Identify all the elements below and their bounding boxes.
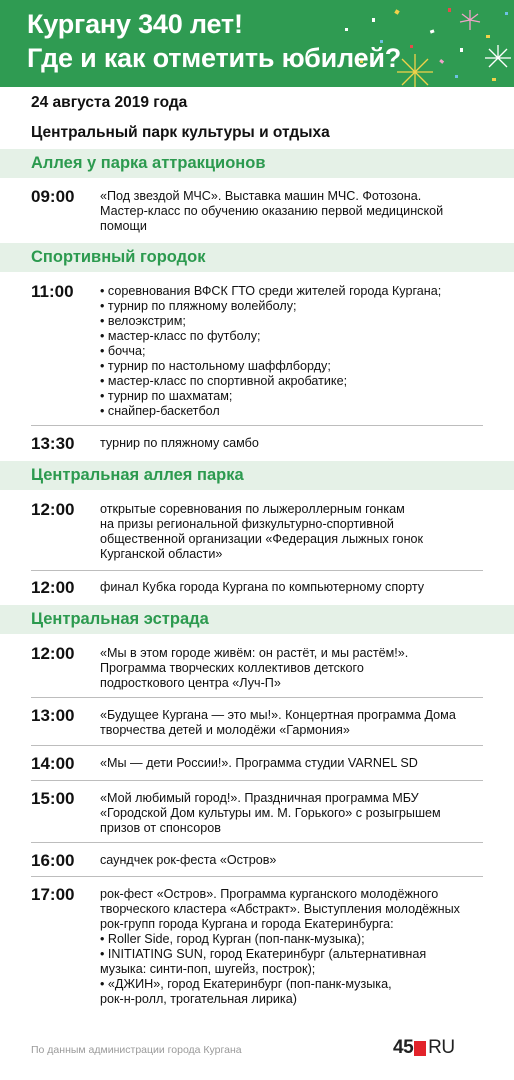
desc-line: • Roller Side, город Курган (поп-панк-музыка); [100,932,365,946]
separator [31,876,483,877]
desc-line: «Городской Дом культуры им. М. Горького» с розыгрышем [100,806,441,820]
desc-line: призов от спонсоров [100,821,221,835]
desc-line: • бочча; [100,344,146,358]
section-header [0,149,514,178]
desc-line: «Мы в этом городе живём: он растёт, и мы растём!». [100,646,409,660]
desc-line: • «ДЖИН», город Екатеринбург (поп-панк-музыка, [100,977,392,991]
entry-time: 15:00 [31,789,75,808]
desc-line: музыка: синти-поп, шугейз, построк); [100,962,316,976]
entry-description [100,189,505,234]
desc-line: • снайпер-баскетбол [100,404,220,418]
desc-line: помощи [100,219,147,233]
entry-time: 13:00 [31,706,75,725]
desc-line: «Мой любимый город!». Праздничная программа МБУ [100,791,419,805]
desc-line: «Будущее Кургана — это мы!». Концертная программа Дома [100,708,456,722]
section-title: Спортивный городок [31,248,206,266]
section-header [0,461,514,490]
desc-line: на призы региональной физкультурно-спортивной [100,517,394,531]
section-header [0,605,514,634]
desc-line: рок-н-ролл, трогательная лирика) [100,992,297,1006]
desc-line: Программа творческих коллективов детского [100,661,364,675]
desc-line: Курганской области» [100,547,223,561]
entry-description [100,580,505,595]
logo-domain: RU [428,1037,455,1058]
desc-line: • INITIATING SUN, город Екатеринбург (альтернативная [100,947,427,961]
desc-line: • турнир по пляжному волейболу; [100,299,297,313]
entry-description [100,436,505,451]
desc-line: • турнир по шахматам; [100,389,233,403]
title-line-2: Где и как отметить юбилей? [27,43,402,73]
logo-red-square-icon [414,1041,426,1056]
entry-description [100,887,505,1007]
entry-time: 11:00 [31,282,74,301]
separator [31,570,483,571]
desc-line: • соревнования ВФСК ГТО среди жителей города Кургана; [100,284,442,298]
desc-line: саундчек рок-феста «Остров» [100,853,277,867]
entry-time: 12:00 [31,578,75,597]
separator [31,697,483,698]
site-logo[interactable] [393,1037,455,1059]
source-note: По данным администрации города Кургана [31,1044,242,1056]
title-line-1: Кургану 340 лет! [27,9,243,39]
entry-description [100,502,505,562]
desc-line: открытые соревнования по лыжероллерным гонкам [100,502,405,516]
desc-line: «Мы — дети России!». Программа студии VARNEL SD [100,756,418,770]
event-date: 24 августа 2019 года [31,94,188,111]
entry-time: 14:00 [31,754,75,773]
entry-description [100,853,505,868]
entry-description [100,646,505,691]
header-banner [0,0,514,87]
desc-line: общественной организации «Федерация лыжных гонок [100,532,424,546]
section-title: Центральная аллея парка [31,466,244,484]
entry-time: 12:00 [31,644,75,663]
desc-line: финал Кубка города Кургана по компьютерному спорту [100,580,425,594]
logo-number: 45 [393,1037,414,1058]
desc-line: рок-групп города Кургана и города Екатеринбурга: [100,917,394,931]
page-title [27,7,401,75]
desc-line: • мастер-класс по спортивной акробатике; [100,374,348,388]
entry-time: 09:00 [31,187,75,206]
desc-line: • мастер-класс по футболу; [100,329,261,343]
separator [31,425,483,426]
entry-time: 12:00 [31,500,75,519]
entry-time: 13:30 [31,434,75,453]
desc-line: творчества детей и молодёжи «Гармония» [100,723,350,737]
separator [31,745,483,746]
entry-time: 17:00 [31,885,75,904]
section-title: Центральная эстрада [31,610,209,628]
desc-line: Мастер-класс по обучению оказанию первой медицинской [100,204,444,218]
entry-description [100,708,505,738]
desc-line: рок-фест «Остров». Программа курганского молодёжного [100,887,439,901]
separator [31,842,483,843]
desc-line: • турнир по настольному шаффлборду; [100,359,331,373]
desc-line: подросткового центра «Луч-П» [100,676,281,690]
entry-description [100,756,505,771]
desc-line: • велоэкстрим; [100,314,186,328]
section-title: Аллея у парка аттракционов [31,154,266,172]
section-header [0,243,514,272]
desc-line: «Под звездой МЧС». Выставка машин МЧС. Фотозона. [100,189,422,203]
event-place: Центральный парк культуры и отдыха [31,124,330,141]
entry-time: 16:00 [31,851,75,870]
desc-line: турнир по пляжному самбо [100,436,259,450]
separator [31,780,483,781]
entry-description [100,284,505,419]
desc-line: творческого кластера «Абстракт». Выступления молодёжных [100,902,460,916]
entry-description [100,791,505,836]
